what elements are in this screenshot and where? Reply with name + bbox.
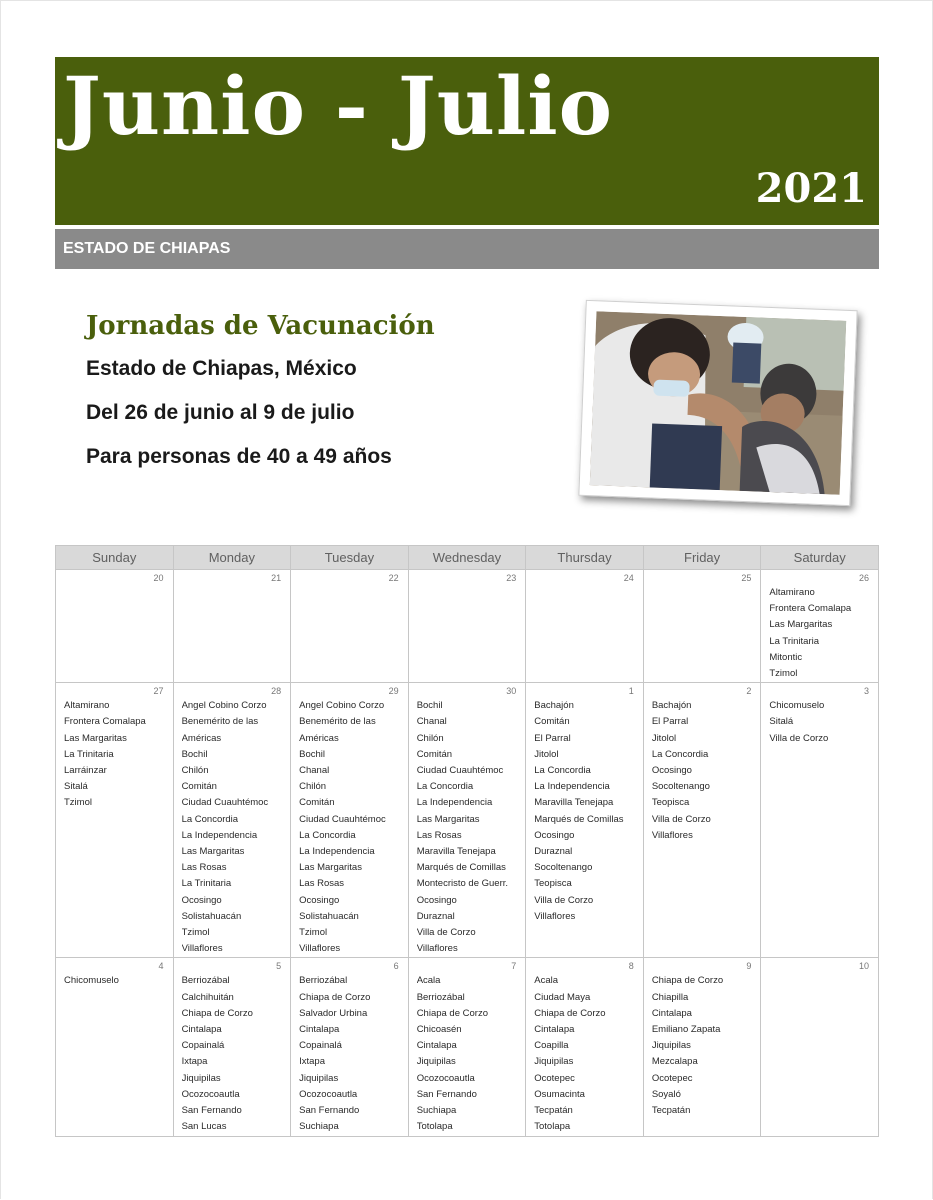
municipality-item: Comitán xyxy=(181,781,217,793)
municipality-item: Frontera Comalapa xyxy=(64,716,146,728)
calendar-day-cell xyxy=(291,683,409,958)
municipality-item: Socoltenango xyxy=(534,862,593,874)
calendar-day-cell xyxy=(408,958,526,1136)
day-number: 8 xyxy=(628,961,634,972)
day-number: 20 xyxy=(153,573,164,583)
municipality-item: Chicomuselo xyxy=(64,975,119,987)
municipality-item: Tecpatán xyxy=(534,1105,573,1117)
municipality-item: Teopisca xyxy=(651,797,690,809)
municipality-item: Jiquipilas xyxy=(416,1056,456,1068)
municipality-item: Villaflores xyxy=(181,943,223,955)
municipality-item: Tzimol xyxy=(181,927,210,939)
day-number: 26 xyxy=(858,573,869,583)
municipality-item: Suchiapa xyxy=(416,1105,457,1117)
municipality-item: Maravilla Tenejapa xyxy=(416,846,496,858)
day-number: 30 xyxy=(506,686,517,697)
municipality-item: San Fernando xyxy=(181,1105,242,1117)
municipality-item: Benemérito de las xyxy=(181,716,259,728)
municipality-item: Altamirano xyxy=(769,587,815,598)
municipality-list xyxy=(644,698,761,844)
municipality-item: La Concordia xyxy=(416,781,474,793)
calendar-day-cell xyxy=(291,570,409,683)
municipality-item: Coapilla xyxy=(534,1040,569,1052)
municipality-item: Las Margaritas xyxy=(181,846,245,858)
state-label: ESTADO DE CHIAPAS xyxy=(63,240,231,257)
municipality-item: Acala xyxy=(534,975,559,987)
municipality-item: Berriozábal xyxy=(416,991,465,1003)
weekday-header-row xyxy=(56,546,879,570)
municipality-item: Angel Cobino Corzo xyxy=(181,700,267,712)
municipality-item: Sitalá xyxy=(769,716,794,728)
municipality-item: Comitán xyxy=(534,716,570,728)
municipality-item: Villaflores xyxy=(534,910,576,922)
location-line: Estado de Chiapas, México xyxy=(86,357,357,380)
municipality-item: Angel Cobino Corzo xyxy=(299,700,385,712)
day-number: 25 xyxy=(741,573,752,583)
municipality-item: Chicomuselo xyxy=(769,700,825,712)
municipality-item: Suchiapa xyxy=(299,1121,339,1133)
calendar-day-cell xyxy=(408,683,526,958)
day-number: 22 xyxy=(388,573,399,583)
municipality-item: Bochil xyxy=(181,748,208,760)
municipality-item: Jiquipilas xyxy=(651,1040,691,1052)
municipality-item: Chicoasén xyxy=(416,1024,462,1036)
municipality-item: Tecpatán xyxy=(651,1105,691,1117)
municipality-item: La Concordia xyxy=(534,765,591,777)
banner-year: 2021 xyxy=(755,165,867,212)
municipality-item: Emiliano Zapata xyxy=(651,1024,721,1036)
municipality-item: Soyaló xyxy=(651,1088,681,1100)
municipality-item: Villa de Corzo xyxy=(416,927,476,939)
municipality-item: La Trinitaria xyxy=(769,635,820,647)
municipality-item: Chanal xyxy=(416,716,447,728)
municipality-item: Marqués de Comillas xyxy=(416,862,506,874)
municipality-item: Chilón xyxy=(299,781,327,793)
municipality-item: La Independencia xyxy=(416,797,493,809)
municipality-item: Chiapa de Corzo xyxy=(534,1007,606,1019)
municipality-item: Marqués de Comillas xyxy=(534,813,624,825)
municipality-item: Solistahuacán xyxy=(299,910,359,922)
municipality-item: Maravilla Tenejapa xyxy=(534,797,614,809)
municipality-item: Salvador Urbina xyxy=(299,1007,368,1019)
municipality-list xyxy=(526,973,643,1135)
calendar-day-cell xyxy=(643,570,761,683)
municipality-item: Las Rosas xyxy=(416,829,462,841)
calendar-day-cell xyxy=(761,683,879,958)
municipality-item: Solistahuacán xyxy=(181,910,242,922)
municipality-item: Villaflores xyxy=(416,943,458,955)
municipality-item: Américas xyxy=(181,732,222,744)
municipality-item: Berriozábal xyxy=(299,975,348,987)
municipality-item: Calchihuitán xyxy=(181,991,234,1003)
calendar-week-row xyxy=(56,570,879,683)
day-number: 27 xyxy=(153,686,164,697)
municipality-item: La Independencia xyxy=(181,829,258,841)
municipality-item: Cintalapa xyxy=(416,1040,457,1052)
calendar-day-cell xyxy=(526,683,644,958)
day-number: 3 xyxy=(863,686,869,697)
day-number: 9 xyxy=(746,961,752,972)
calendar-day-cell xyxy=(173,683,291,958)
municipality-item: Copainalá xyxy=(181,1040,225,1052)
municipality-item: San Lucas xyxy=(181,1121,227,1133)
municipality-item: Chiapa de Corzo xyxy=(299,991,371,1003)
municipality-item: Las Margaritas xyxy=(769,619,833,631)
municipality-item: Ciudad Cuauhtémoc xyxy=(416,765,504,777)
municipality-item: Berriozábal xyxy=(181,975,230,987)
municipality-item: Tzimol xyxy=(299,927,328,939)
municipality-item: Altamirano xyxy=(64,700,110,712)
municipality-item: San Fernando xyxy=(299,1105,360,1117)
municipality-item: Jiquipilas xyxy=(534,1056,574,1068)
date-range-line: Del 26 de junio al 9 de julio xyxy=(86,401,355,424)
municipality-item: Ixtapa xyxy=(299,1056,326,1068)
weekday-header: Tuesday xyxy=(291,546,409,570)
municipality-item: Las Margaritas xyxy=(64,732,127,744)
municipality-list xyxy=(56,698,173,811)
municipality-item: Osumacinta xyxy=(534,1088,585,1100)
day-number: 24 xyxy=(623,573,634,583)
municipality-item: Ciudad Cuauhtémoc xyxy=(181,797,269,809)
municipality-list xyxy=(174,973,291,1135)
calendar-day-cell xyxy=(291,958,409,1136)
municipality-list xyxy=(174,698,291,957)
municipality-item: Comitán xyxy=(299,797,335,809)
municipality-item: Duraznal xyxy=(534,846,573,858)
calendar-day-cell xyxy=(173,958,291,1136)
municipality-item: Teopisca xyxy=(534,878,572,890)
municipality-list xyxy=(526,698,643,925)
municipality-item: La Concordia xyxy=(181,813,239,825)
day-number: 4 xyxy=(158,961,164,972)
municipality-item: Tzimol xyxy=(64,797,92,809)
municipality-item: Ixtapa xyxy=(181,1056,208,1068)
weekday-header: Sunday xyxy=(56,546,174,570)
municipality-item: Mitontic xyxy=(769,651,803,663)
municipality-item: Las Rosas xyxy=(181,862,227,874)
municipality-item: Copainalá xyxy=(299,1040,342,1052)
municipality-item: Ciudad Maya xyxy=(534,991,591,1003)
day-number: 21 xyxy=(271,573,282,583)
municipality-item: Comitán xyxy=(416,748,453,760)
municipality-item: Larráinzar xyxy=(64,765,107,777)
municipality-item: Villa de Corzo xyxy=(651,813,711,825)
calendar-day-cell xyxy=(56,570,174,683)
municipality-item: Jiquipilas xyxy=(181,1072,221,1084)
municipality-item: Cintalapa xyxy=(534,1024,575,1036)
municipality-item: Ocotepec xyxy=(534,1072,575,1084)
municipality-item: Chiapilla xyxy=(651,991,689,1003)
calendar-day-cell xyxy=(761,958,879,1136)
municipality-item: Mezcalapa xyxy=(651,1056,698,1068)
municipality-item: Bochil xyxy=(416,700,443,712)
municipality-item: La Trinitaria xyxy=(64,748,114,760)
municipality-item: Chilón xyxy=(181,765,209,777)
day-number: 5 xyxy=(276,961,282,972)
municipality-item: Ocosingo xyxy=(416,894,457,906)
day-number: 1 xyxy=(628,686,634,697)
municipality-item: Chanal xyxy=(299,765,330,777)
municipality-item: Las Margaritas xyxy=(416,813,480,825)
municipality-item: Villaflores xyxy=(299,943,341,955)
municipality-item: Chilón xyxy=(416,732,444,744)
municipality-item: Sitalá xyxy=(64,781,88,793)
municipality-list xyxy=(56,973,173,989)
vaccination-calendar xyxy=(55,545,879,1137)
municipality-list xyxy=(291,698,408,957)
municipality-item: Chiapa de Corzo xyxy=(181,1007,253,1019)
calendar-day-cell xyxy=(761,570,879,683)
municipality-item: Ocotepec xyxy=(651,1072,693,1084)
day-number: 7 xyxy=(511,961,517,972)
municipality-list xyxy=(409,973,526,1135)
vaccination-photo xyxy=(578,300,857,506)
day-number: 28 xyxy=(271,686,282,697)
calendar-day-cell xyxy=(173,570,291,683)
municipality-item: Bochil xyxy=(299,748,325,760)
municipality-item: Ocosingo xyxy=(181,894,222,906)
municipality-item: Villa de Corzo xyxy=(534,894,594,906)
municipality-item: Acala xyxy=(416,975,441,987)
municipality-item: Las Rosas xyxy=(299,878,345,890)
municipality-item: La Independencia xyxy=(534,781,610,793)
day-number: 23 xyxy=(506,573,517,583)
day-number: 6 xyxy=(393,961,399,972)
municipality-item: Cintalapa xyxy=(651,1007,692,1019)
municipality-item: Montecristo de Guerr. xyxy=(416,878,509,890)
vaccination-photo-image xyxy=(590,311,846,494)
municipality-item: Frontera Comalapa xyxy=(769,603,852,615)
weekday-header: Thursday xyxy=(526,546,644,570)
weekday-header: Wednesday xyxy=(408,546,526,570)
municipality-item: El Parral xyxy=(534,732,571,744)
weekday-header: Friday xyxy=(643,546,761,570)
calendar-week-row xyxy=(56,683,879,958)
municipality-item: La Trinitaria xyxy=(181,878,232,890)
municipality-item: Ocozocoautla xyxy=(299,1088,358,1100)
municipality-item: La Concordia xyxy=(651,748,709,760)
calendar-day-cell xyxy=(643,683,761,958)
municipality-item: Jitolol xyxy=(534,748,559,760)
municipality-item: Américas xyxy=(299,732,339,744)
municipality-item: Ciudad Cuauhtémoc xyxy=(299,813,386,825)
municipality-item: Cintalapa xyxy=(181,1024,222,1036)
calendar-day-cell xyxy=(526,570,644,683)
municipality-item: Totolapa xyxy=(416,1121,453,1133)
municipality-item: Bachajón xyxy=(651,700,692,712)
title-banner xyxy=(55,57,879,225)
municipality-item: Totolapa xyxy=(534,1121,571,1133)
municipality-item: Ocozocoautla xyxy=(416,1072,475,1084)
municipality-item: Ocosingo xyxy=(299,894,340,906)
municipality-item: Ocosingo xyxy=(651,765,692,777)
municipality-item: San Fernando xyxy=(416,1088,477,1100)
municipality-item: Jiquipilas xyxy=(299,1072,339,1084)
municipality-item: La Concordia xyxy=(299,829,356,841)
age-range-line: Para personas de 40 a 49 años xyxy=(86,445,392,468)
municipality-item: Jitolol xyxy=(651,732,677,744)
day-number: 2 xyxy=(746,686,752,697)
municipality-item: Tzimol xyxy=(769,668,798,680)
municipality-list xyxy=(761,698,878,747)
municipality-item: El Parral xyxy=(651,716,689,728)
municipality-list xyxy=(291,973,408,1135)
calendar-day-cell xyxy=(526,958,644,1136)
municipality-list xyxy=(761,585,878,682)
municipality-item: Chiapa de Corzo xyxy=(416,1007,488,1019)
municipality-item: Socoltenango xyxy=(651,781,710,793)
municipality-item: Cintalapa xyxy=(299,1024,340,1036)
municipality-item: Ocozocoautla xyxy=(181,1088,240,1100)
municipality-item: Benemérito de las xyxy=(299,716,376,728)
day-number: 29 xyxy=(388,686,399,697)
calendar-day-cell xyxy=(643,958,761,1136)
municipality-list xyxy=(644,973,761,1119)
day-number: 10 xyxy=(858,961,869,972)
weekday-header: Monday xyxy=(173,546,291,570)
municipality-item: Bachajón xyxy=(534,700,574,712)
municipality-item: Chiapa de Corzo xyxy=(651,975,724,987)
calendar-day-cell xyxy=(408,570,526,683)
municipality-item: La Independencia xyxy=(299,846,375,858)
municipality-item: Las Margaritas xyxy=(299,862,362,874)
campaign-heading: Jornadas de Vacunación xyxy=(86,311,435,341)
calendar-week-row xyxy=(56,958,879,1136)
municipality-item: Ocosingo xyxy=(534,829,575,841)
calendar-day-cell xyxy=(56,958,174,1136)
weekday-header: Saturday xyxy=(761,546,879,570)
municipality-item: Villaflores xyxy=(651,829,693,841)
banner-title: Junio - Julio xyxy=(63,59,613,153)
calendar-day-cell xyxy=(56,683,174,958)
state-bar xyxy=(55,229,879,269)
municipality-item: Duraznal xyxy=(416,910,455,922)
municipality-item: Villa de Corzo xyxy=(769,732,829,744)
municipality-list xyxy=(409,698,526,957)
